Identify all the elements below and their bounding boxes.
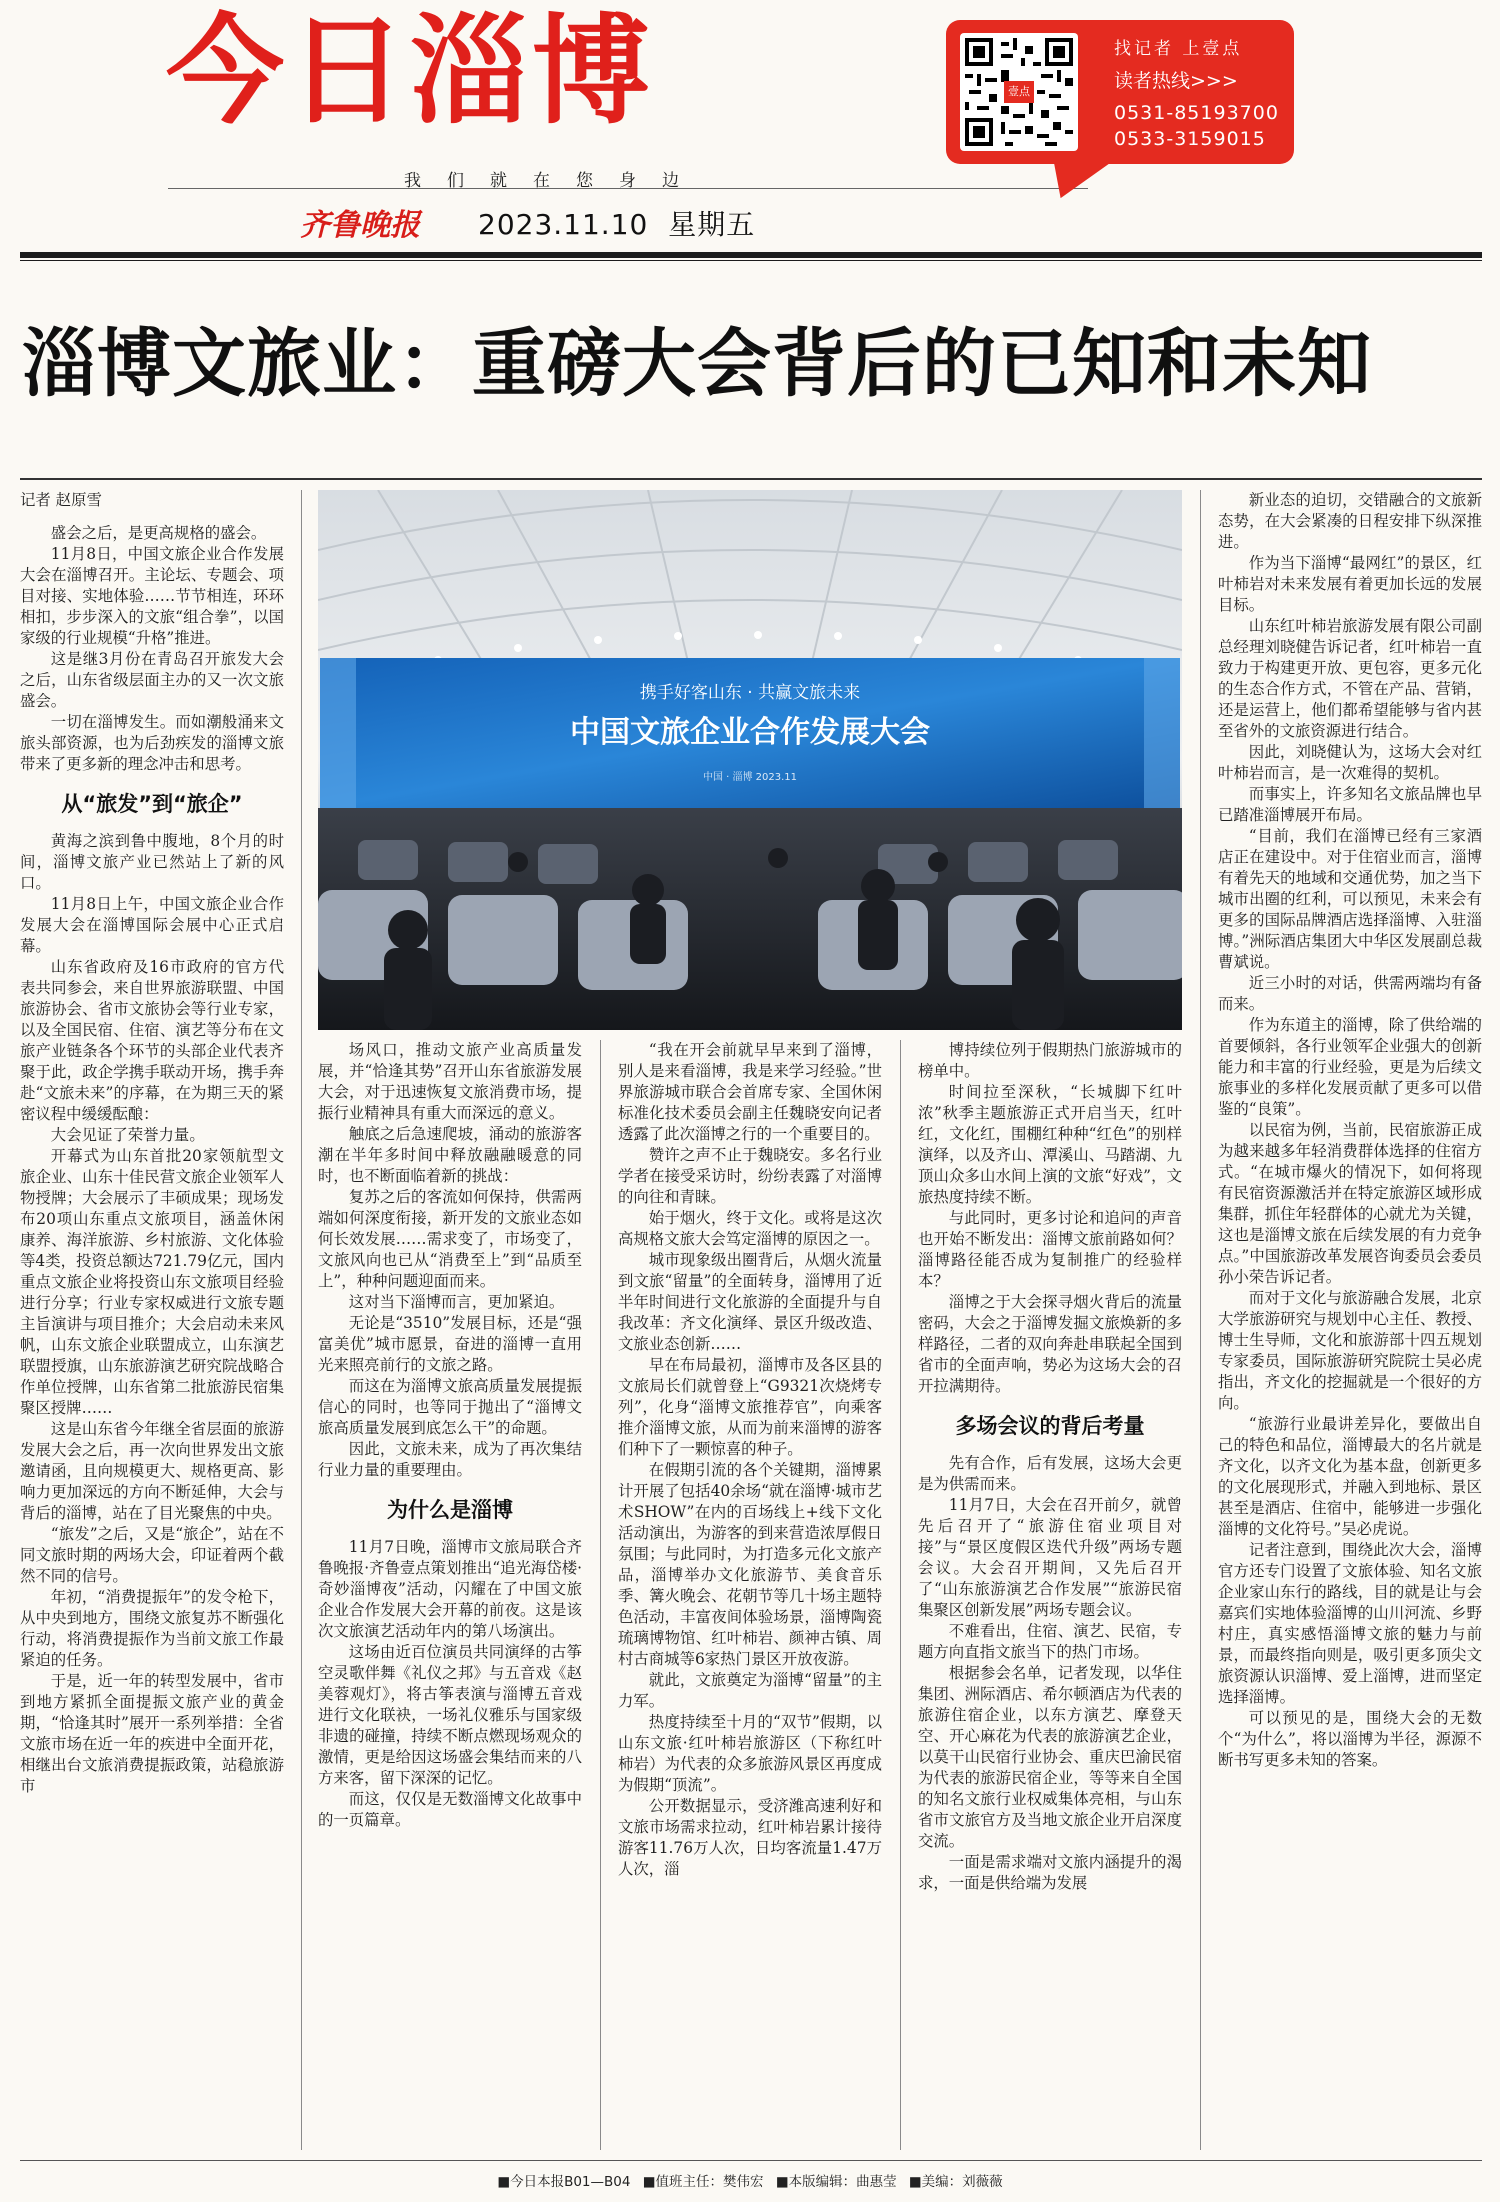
paragraph: 以民宿为例，当前，民宿旅游正成为越来越多年轻消费群体选择的住宿方式。“在城市爆火的情况下，如何将现有民宿资源激活并在特定旅游区域形成集群，抓住年轻群体的心就尤为关键，这也是淄博文旅在后续发展的有力竞争点。”中国旅游改革发展咨询委员会委员孙小荣告诉记者。 bbox=[1218, 1121, 1482, 1286]
paragraph: 博持续位列于假期热门旅游城市的榜单中。 bbox=[918, 1041, 1182, 1080]
conference-photo bbox=[318, 490, 1182, 1030]
column-divider bbox=[1200, 490, 1201, 2150]
paragraph: 复苏之后的客流如何保持，供需两端如何深度衔接，新开发的文旅业态如何长效发展……需求变了，市场变了，文旅风向也已从“消费至上”到“品质至上”，种种问题迎面而来。 bbox=[318, 1188, 582, 1290]
paragraph: “旅发”之后，又是“旅企”，站在不同文旅时期的两场大会，印证着两个截然不同的信号。 bbox=[20, 1525, 284, 1585]
article-column-4 bbox=[918, 1040, 1182, 2150]
paragraph: 可以预见的是，围绕大会的无数个“为什么”，将以淄博为半径，源源不断书写更多未知的答案。 bbox=[1218, 1709, 1482, 1769]
paragraph: 作为当下淄博“最网红”的景区，红叶柿岩对未来发展有着更加长远的发展目标。 bbox=[1218, 554, 1482, 614]
paragraph: “旅游行业最讲差异化，要做出自己的特色和品位，淄博最大的名片就是齐文化，以齐文化为基本盘，创新更多的文化展现形式，并融入到地标、景区甚至是酒店、住宿中，能够进一步强化淄博的文化符号。”吴必虎说。 bbox=[1218, 1415, 1482, 1538]
paragraph: 始于烟火，终于文化。或将是这次高规格文旅大会笃定淄博的原因之一。 bbox=[618, 1209, 882, 1248]
paragraph: 一切在淄博发生。而如潮般涌来文旅头部资源，也为后劲疾发的淄博文旅带来了更多新的理念冲击和思考。 bbox=[20, 713, 284, 773]
article-headline: 淄博文旅业：重磅大会背后的已知和未知 bbox=[22, 321, 1372, 407]
paragraph: 11月7日晚，淄博市文旅局联合齐鲁晚报·齐鲁壹点策划推出“追光海岱楼·奇妙淄博夜”活动，闪耀在了中国文旅企业合作发展大会开幕的前夜。这是该次文旅演艺活动年内的第八场演出。 bbox=[318, 1538, 582, 1640]
paragraph: “我在开会前就早早来到了淄博，别人是来看淄博，我是来学习经验。”世界旅游城市联合会首席专家、全国休闲标准化技术委员会副主任魏晓安向记者透露了此次淄博之行的一个重要目的。 bbox=[618, 1041, 882, 1143]
paragraph: 赞许之声不止于魏晓安。多名行业学者在接受采访时，纷纷表露了对淄博的向往和青睐。 bbox=[618, 1146, 882, 1206]
byline: 记者 赵原雪 bbox=[20, 491, 102, 509]
paragraph: 这场由近百位演员共同演绎的古筝空灵歌伴舞《礼仪之邦》与五音戏《赵美蓉观灯》，将古筝表演与淄博五音戏进行文化联袂，一场礼仪雅乐与国家级非遗的碰撞，持续不断点燃现场观众的激情，更是给因这场盛会集结而来的八方来客，留下深深的记忆。 bbox=[318, 1643, 582, 1787]
paragraph: 11月8日上午，中国文旅企业合作发展大会在淄博国际会展中心正式启幕。 bbox=[20, 895, 284, 955]
paragraph: 开幕式为山东首批20家领航型文旅企业、山东十佳民营文旅企业领军人物授牌；大会展示了丰硕成果；现场发布20项山东重点文旅项目，涵盖休闲康养、海洋旅游、乡村旅游、文化体验等4类，投资总额达721.79亿元，国内重点文旅企业将投资山东文旅项目经验进行分享；行业专家权威进行文旅专题主旨演讲与项目推介；大会启动未来风帆，山东文旅企业联盟成立，山东演艺联盟授旗，山东旅游演艺研究院战略合作单位授牌，山东省第二批旅游民宿集聚区授牌…… bbox=[20, 1147, 284, 1417]
paragraph: 大会见证了荣誉力量。 bbox=[50, 1126, 205, 1144]
paragraph: 先有合作，后有发展，这场大会更是为供需而来。 bbox=[918, 1454, 1182, 1493]
qr-app-logo: 壹点 bbox=[1004, 81, 1034, 103]
paragraph: 年初，“消费提振年”的发令枪下，从中央到地方，围绕文旅复苏不断强化行动，将消费提振作为当前文旅工作最紧迫的任务。 bbox=[20, 1588, 284, 1669]
paragraph: 淄博之于大会探寻烟火背后的流量密码，大会之于淄博发掘文旅焕新的多样路径，二者的双向奔赴串联起全国到省市的全面声响，势必为这场大会的召开拉满期待。 bbox=[918, 1293, 1182, 1395]
paragraph: 这是继3月份在青岛召开旅发大会之后，山东省级层面主办的又一次文旅盛会。 bbox=[20, 650, 284, 710]
subheading-lvfa-to-lvqi: 从“旅发”到“旅企” bbox=[61, 792, 243, 816]
article-column-5 bbox=[1218, 490, 1482, 2150]
paragraph: 因此，文旅未来，成为了再次集结行业力量的重要理由。 bbox=[318, 1440, 582, 1479]
paragraph: 在假期引流的各个关键期，淄博累计开展了包括40余场“就在淄博·城市艺术SHOW”在内的百场线上+线下文化活动演出，为游客的到来营造浓厚假日氛围；与此同时，为打造多元化文旅产品，淄博举办文化旅游节、美食音乐季、篝火晚会、花朝节等几十场主题特色活动，丰富夜间体验场景，淄博陶瓷琉璃博物馆、红叶柿岩、颜神古镇、周村古商城等6家热门景区开放夜游。 bbox=[618, 1461, 882, 1668]
paragraph: 于是，近一年的转型发展中，省市到地方紧抓全面提振文旅产业的黄金期，“恰逢其时”展开一系列举措：全省文旅市场在近一年的疾进中全面开花，相继出台文旅消费提振政策，站稳旅游市 bbox=[20, 1672, 284, 1795]
paragraph: 不难看出，住宿、演艺、民宿，专题方向直指文旅当下的热门市场。 bbox=[918, 1622, 1182, 1661]
conference-photo-illustration bbox=[318, 490, 1182, 1030]
paragraph: 而这，仅仅是无数淄博文化故事中的一页篇章。 bbox=[318, 1790, 582, 1829]
publisher-logo: 齐鲁晚报 bbox=[300, 208, 420, 243]
article-column-2 bbox=[318, 1040, 582, 2150]
paragraph: 城市现象级出圈背后，从烟火流量到文旅“留量”的全面转身，淄博用了近半年时间进行文化旅游的全面提升与自我改革：齐文化演绎、景区升级改造、文旅业态创新…… bbox=[618, 1251, 882, 1353]
masthead-thin-rule bbox=[20, 260, 1482, 261]
contact-slogan: 找记者 上壹点 bbox=[1114, 39, 1243, 59]
paragraph: 公开数据显示，受济潍高速利好和文旅市场需求拉动，红叶柿岩累计接待游客11.76万人次，日均客流量1.47万人次，淄 bbox=[618, 1797, 882, 1878]
footer-editor: ■本版编辑：曲惠莹 bbox=[775, 2174, 897, 2190]
issue-date bbox=[478, 203, 755, 243]
paragraph: “目前，我们在淄博已经有三家酒店正在建设中。对于住宿业而言，淄博有着先天的地域和交通优势，加之当下城市出圈的红利，可以预见，未来会有更多的国际品牌酒店选择淄博、入驻淄博。”洲际酒店集团大中华区发展副总裁曹斌说。 bbox=[1218, 827, 1482, 971]
masthead-title: 今日淄博 bbox=[166, 2, 655, 140]
paragraph: 就此，文旅奠定为淄博“留量”的主力军。 bbox=[618, 1671, 882, 1710]
subheading-why-zibo: 为什么是淄博 bbox=[387, 1498, 513, 1522]
paragraph: 作为东道主的淄博，除了供给端的首要倾斜，各行业领军企业强大的创新能力和丰富的行业经验，更是为后续文旅事业的多样化发展贡献了更多可以借鉴的“良策”。 bbox=[1218, 1016, 1482, 1118]
paragraph: 根据参会名单，记者发现，以华住集团、洲际酒店、希尔顿酒店为代表的旅游住宿企业，以东方演艺、摩登天空、开心麻花为代表的旅游演艺企业，以莫干山民宿行业协会、重庆巴渝民宿为代表的旅游民宿企业，等等来自全国的知名文旅行业权威集体亮相，与山东省市文旅官方及当地文旅企业开启深度交流。 bbox=[918, 1664, 1182, 1850]
issue-date-value: 2023.11.10 bbox=[478, 208, 649, 241]
paragraph: 这是山东省今年继全省层面的旅游发展大会之后，再一次向世界发出文旅邀请函，且向规模更大、规格更高、影响力更加深远的方向不断延伸，大会与背后的淄博，站在了目光聚焦的中央。 bbox=[20, 1420, 284, 1522]
article-column-3 bbox=[618, 1040, 882, 2150]
qr-code[interactable] bbox=[960, 33, 1078, 151]
paragraph: 而这在为淄博文旅高质量发展提振信心的同时，也等同于抛出了“淄博文旅高质量发展到底怎么干”的命题。 bbox=[318, 1377, 582, 1437]
paragraph: 11月7日，大会在召开前夕，就曾先后召开了“旅游住宿业项目对接”与“景区度假区迭代升级”两场专题会议。大会召开期间，又先后召开了“山东旅游演艺合作发展”“旅游民宿集聚区创新发展”两场专题会议。 bbox=[918, 1496, 1182, 1619]
paragraph: 触底之后急速爬坡，涌动的旅游客潮在半年多时间中释放融融暖意的同时，也不断面临着新的挑战： bbox=[318, 1125, 582, 1185]
paragraph: 而事实上，许多知名文旅品牌也早已踏准淄博展开布局。 bbox=[1218, 785, 1482, 824]
article-column-1 bbox=[20, 490, 284, 2150]
masthead-slogan: 我们就在您身边 bbox=[404, 171, 705, 191]
paragraph: 而对于文化与旅游融合发展，北京大学旅游研究与规划中心主任、教授、博士生导师，文化和旅游部十四五规划专家委员，国际旅游研究院院士吴必虎指出，齐文化的挖掘就是一个很好的方向。 bbox=[1218, 1289, 1482, 1412]
hotline-label: 读者热线>>> bbox=[1114, 70, 1238, 92]
paragraph: 山东省政府及16市政府的官方代表共同参会，来自世界旅游联盟、中国旅游协会、省市文旅协会等行业专家，以及全国民宿、住宿、演艺等分布在文旅产业链条各个环节的头部企业代表齐聚于此，政企学携手联动开场，携手奔赴“文旅未来”的序幕，在为期三天的紧密议程中缓缓酝酿： bbox=[20, 958, 284, 1123]
paragraph: 盛会之后，是更高规格的盛会。 bbox=[50, 524, 267, 542]
issue-weekday: 星期五 bbox=[668, 208, 756, 241]
paragraph: 因此，刘晓健认为，这场大会对红叶柿岩而言，是一次难得的契机。 bbox=[1218, 743, 1482, 782]
footer-duty-director: ■值班主任：樊伟宏 bbox=[642, 2174, 764, 2190]
column-divider bbox=[301, 490, 302, 2150]
hotline-phone-2[interactable]: 0533-3159015 bbox=[1114, 128, 1266, 150]
masthead-thick-rule bbox=[20, 252, 1482, 258]
paragraph: 黄海之滨到鲁中腹地，8个月的时间，淄博文旅产业已然站上了新的风口。 bbox=[20, 832, 284, 892]
paragraph: 场风口，推动文旅产业高质量发展，并“恰逢其势”召开山东省旅游发展大会，对于迅速恢复文旅消费市场，提振行业精神具有重大而深远的意义。 bbox=[318, 1041, 582, 1122]
photo-banner-subtitle: 携手好客山东 · 共赢文旅未来 bbox=[639, 683, 861, 703]
paragraph: 无论是“3510”发展目标，还是“强富美优”城市愿景，奋进的淄博一直用光来照亮前行的文旅之路。 bbox=[318, 1314, 582, 1374]
paragraph: 热度持续至十月的“双节”假期，以山东文旅·红叶柿岩旅游区（下称红叶柿岩）为代表的众多旅游风景区再度成为假期“顶流”。 bbox=[618, 1713, 882, 1794]
column-divider bbox=[900, 1040, 901, 2150]
subheading-meetings: 多场会议的背后考量 bbox=[955, 1414, 1145, 1438]
paragraph: 记者注意到，围绕此次大会，淄博官方还专门设置了文旅体验、知名文旅企业家山东行的路线，目的就是让与会嘉宾们实地体验淄博的山川河流、乡野村庄，真实感悟淄博文旅的魅力与前景，而最终指向则是，吸引更多顶尖文旅资源认识淄博、爱上淄博，进而坚定选择淄博。 bbox=[1218, 1541, 1482, 1706]
photo-banner-title: 中国文旅企业合作发展大会 bbox=[570, 715, 930, 750]
paragraph: 时间拉至深秋，“长城脚下红叶浓”秋季主题旅游正式开启当天，红叶红，文化红，围棚红种种“红色”的别样演绎，以及齐山、潭溪山、马踏湖、九顶山众多山水间上演的文旅“好戏”，文旅热度持续不断。 bbox=[918, 1083, 1182, 1206]
paragraph: 新业态的迫切，交错融合的文旅新态势，在大会紧凑的日程安排下纵深推进。 bbox=[1218, 491, 1482, 551]
footer-art-editor: ■美编：刘薇薇 bbox=[908, 2174, 1003, 2190]
reader-contact-box bbox=[946, 20, 1294, 164]
photo-banner-date: 中国 · 淄博 2023.11 bbox=[702, 772, 798, 783]
headline-rule bbox=[20, 478, 1482, 480]
hotline-phone-1[interactable]: 0531-85193700 bbox=[1114, 102, 1279, 124]
paragraph: 11月8日，中国文旅企业合作发展大会在淄博召开。主论坛、专题会、项目对接、实地体验……节节相连，环环相扣，步步深入的文旅“组合拳”，以国家级的行业规模“升格”推进。 bbox=[20, 545, 284, 647]
footer-edition: ■今日本报B01—B04 bbox=[497, 2174, 631, 2190]
paragraph: 与此同时，更多讨论和追问的声音也开始不断发出：淄博文旅前路如何？淄博路径能否成为复制推广的经验样本？ bbox=[918, 1209, 1182, 1290]
paragraph: 这对当下淄博而言，更加紧迫。 bbox=[348, 1293, 565, 1311]
paragraph: 一面是需求端对文旅内涵提升的渴求，一面是供给端为发展 bbox=[918, 1853, 1182, 1892]
column-divider bbox=[600, 1040, 601, 2150]
footer-rule bbox=[20, 2160, 1482, 2161]
page-footer bbox=[0, 2170, 1500, 2190]
paragraph: 近三小时的对话，供需两端均有备而来。 bbox=[1218, 974, 1482, 1013]
paragraph: 山东红叶柿岩旅游发展有限公司副总经理刘晓健告诉记者，红叶柿岩一直致力于构建更开放、更包容，更多元化的生态合作方式，不管在产品、营销，还是运营上，他们都希望能够与省内甚至省外的文旅资源进行结合。 bbox=[1218, 617, 1482, 740]
paragraph: 早在布局最初，淄博市及各区县的文旅局长们就曾登上“G9321次烧烤专列”，化身“淄博文旅推荐官”，向乘客推介淄博文旅，从而为前来淄博的游客们种下了一颗惊喜的种子。 bbox=[618, 1356, 882, 1458]
